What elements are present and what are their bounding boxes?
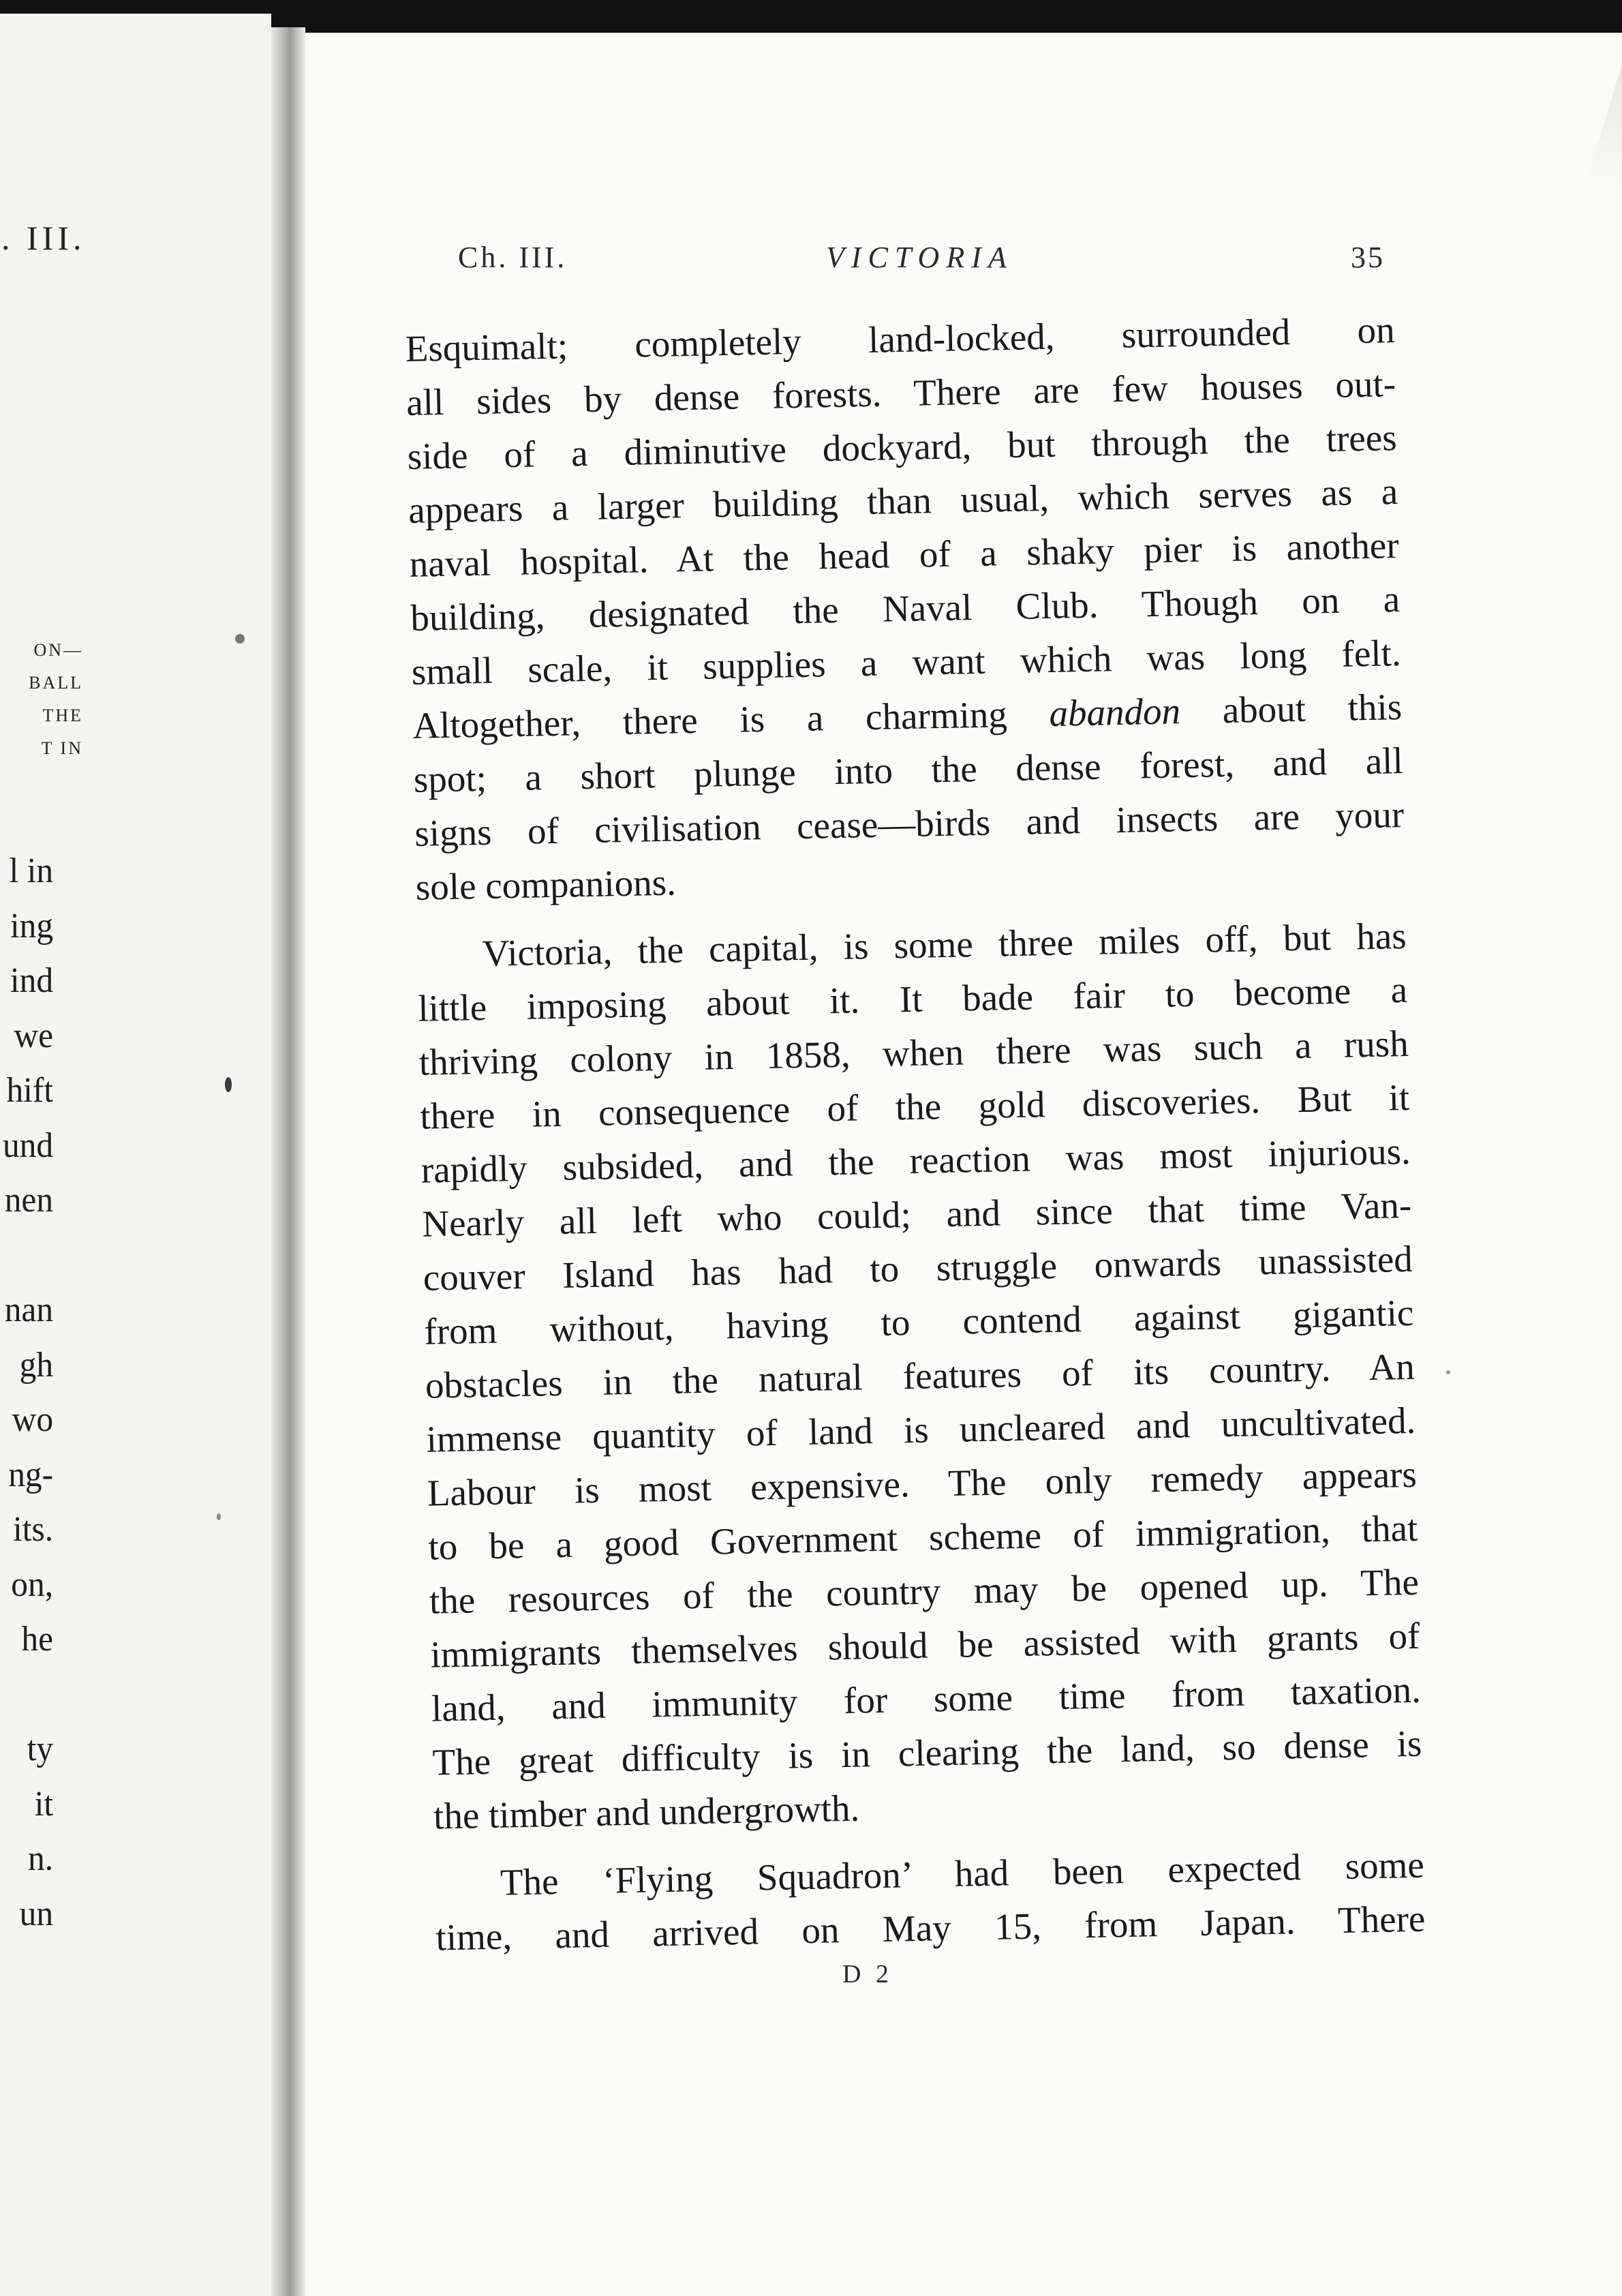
- left-line-fragment: n.: [28, 1839, 54, 1878]
- left-line-fragment: ind: [10, 961, 54, 1000]
- paragraph: [405, 303, 1405, 914]
- left-line-fragment: l in: [9, 851, 54, 890]
- text-line: Nearly all left who could; and since that time Van-: [421, 1183, 1412, 1245]
- left-line-fragment: wo: [12, 1400, 54, 1439]
- text-line: land, and immunity for some time from taxation.: [431, 1668, 1422, 1729]
- left-line-fragment: hift: [6, 1071, 54, 1110]
- left-line-fragment: he: [21, 1620, 54, 1659]
- text-line: thriving colony in 1858, when there was such a rush: [418, 1022, 1409, 1083]
- text-line: The ‘Flying Squadron’ had been expected some: [500, 1843, 1425, 1903]
- text-line: sole companions.: [415, 861, 677, 908]
- text-line: Victoria, the capital, is some three miles off, but has: [482, 914, 1407, 974]
- ink-speck: [235, 634, 245, 644]
- text-line: to be a good Government scheme of immigration, that: [427, 1507, 1418, 1568]
- left-page: [0, 14, 271, 2296]
- text-line: signs of civilisation cease—birds and insects are your: [414, 793, 1405, 854]
- chapter-label: Ch. III.: [458, 241, 568, 274]
- ink-speck: [225, 1077, 232, 1092]
- text-line: immense quantity of land is uncleared and uncultivated.: [425, 1399, 1416, 1460]
- ink-speck: [217, 1513, 221, 1520]
- left-line-fragment: its.: [13, 1510, 54, 1549]
- left-line-fragment: [3, 1667, 53, 1723]
- left-line-fragment: ng-: [8, 1455, 54, 1494]
- text-line: Altogether, there is a charming abandon about this: [412, 686, 1403, 746]
- left-line-fragment: nan: [4, 1290, 54, 1329]
- text-line: building, designated the Naval Club. Though on a: [410, 578, 1401, 639]
- summary-line: BALL: [29, 673, 83, 693]
- left-line-fragment: und: [2, 1126, 54, 1165]
- running-header: [458, 240, 1385, 288]
- page-number: 35: [1351, 241, 1385, 274]
- page-fold-shadow: [1540, 65, 1622, 222]
- italic-word: abandon: [1048, 690, 1181, 734]
- text-line: spot; a short plunge into the dense forest, and all: [413, 740, 1404, 800]
- text-line: couver Island has had to struggle onwards unassisted: [423, 1237, 1413, 1299]
- text-line: little imposing about it. It bade fair to become a: [417, 968, 1408, 1029]
- left-running-head: . III.: [1, 219, 86, 257]
- left-line-fragment: we: [14, 1016, 54, 1055]
- text-line: side of a diminutive dockyard, but through the trees: [407, 417, 1398, 477]
- left-line-fragment: ty: [27, 1729, 54, 1768]
- summary-line: ON—: [33, 640, 83, 660]
- text-line: time, and arrived on May 15, from Japan. There: [435, 1897, 1426, 1959]
- left-line-fragment: it: [34, 1784, 54, 1824]
- left-page-line-fragments: [3, 844, 53, 1942]
- text-line: naval hospital. At the head of a shaky pier is another: [409, 524, 1400, 585]
- text-line: The great difficulty is in clearing the land, so dense is: [431, 1722, 1422, 1783]
- text-line: from without, having to contend against gigantic: [423, 1291, 1414, 1353]
- text-line: small scale, it supplies a want which was long felt.: [411, 632, 1402, 693]
- signature-mark: D 2: [842, 1960, 893, 1989]
- paragraph: [434, 1838, 1426, 1965]
- text-line: obstacles in the natural features of its country. An: [425, 1345, 1416, 1406]
- left-line-fragment: ing: [10, 906, 54, 946]
- left-line-fragment: gh: [19, 1345, 54, 1385]
- text-line: the timber and undergrowth.: [433, 1787, 860, 1837]
- body-text: [405, 303, 1426, 1964]
- text-line: appears a larger building than usual, which serves as a: [408, 470, 1398, 531]
- text-line: immigrants themselves should be assisted with grants of: [429, 1614, 1420, 1676]
- running-title: VICTORIA: [826, 241, 1013, 274]
- book-gutter: [271, 27, 305, 2296]
- left-line-fragment: un: [19, 1894, 54, 1933]
- text-line: Esquimalt; completely land-locked, surrounded on: [405, 309, 1396, 369]
- left-chapter-summary: [1, 634, 83, 765]
- left-line-fragment: nen: [4, 1181, 54, 1220]
- paragraph: [416, 909, 1424, 1843]
- left-line-fragment: [3, 1228, 53, 1284]
- ink-speck: [1446, 1370, 1450, 1374]
- left-line-fragment: on,: [11, 1565, 54, 1604]
- summary-line: T IN: [41, 738, 83, 758]
- text-line: all sides by dense forests. There are few houses out-: [406, 363, 1396, 423]
- text-line: the resources of the country may be opened up. The: [429, 1560, 1420, 1622]
- text-line: Labour is most expensive. The only remedy appears: [427, 1453, 1418, 1514]
- summary-line: THE: [42, 706, 83, 725]
- text-line: there in consequence of the gold discoveries. But it: [419, 1076, 1410, 1137]
- text-line: rapidly subsided, and the reaction was most injurious.: [420, 1130, 1411, 1191]
